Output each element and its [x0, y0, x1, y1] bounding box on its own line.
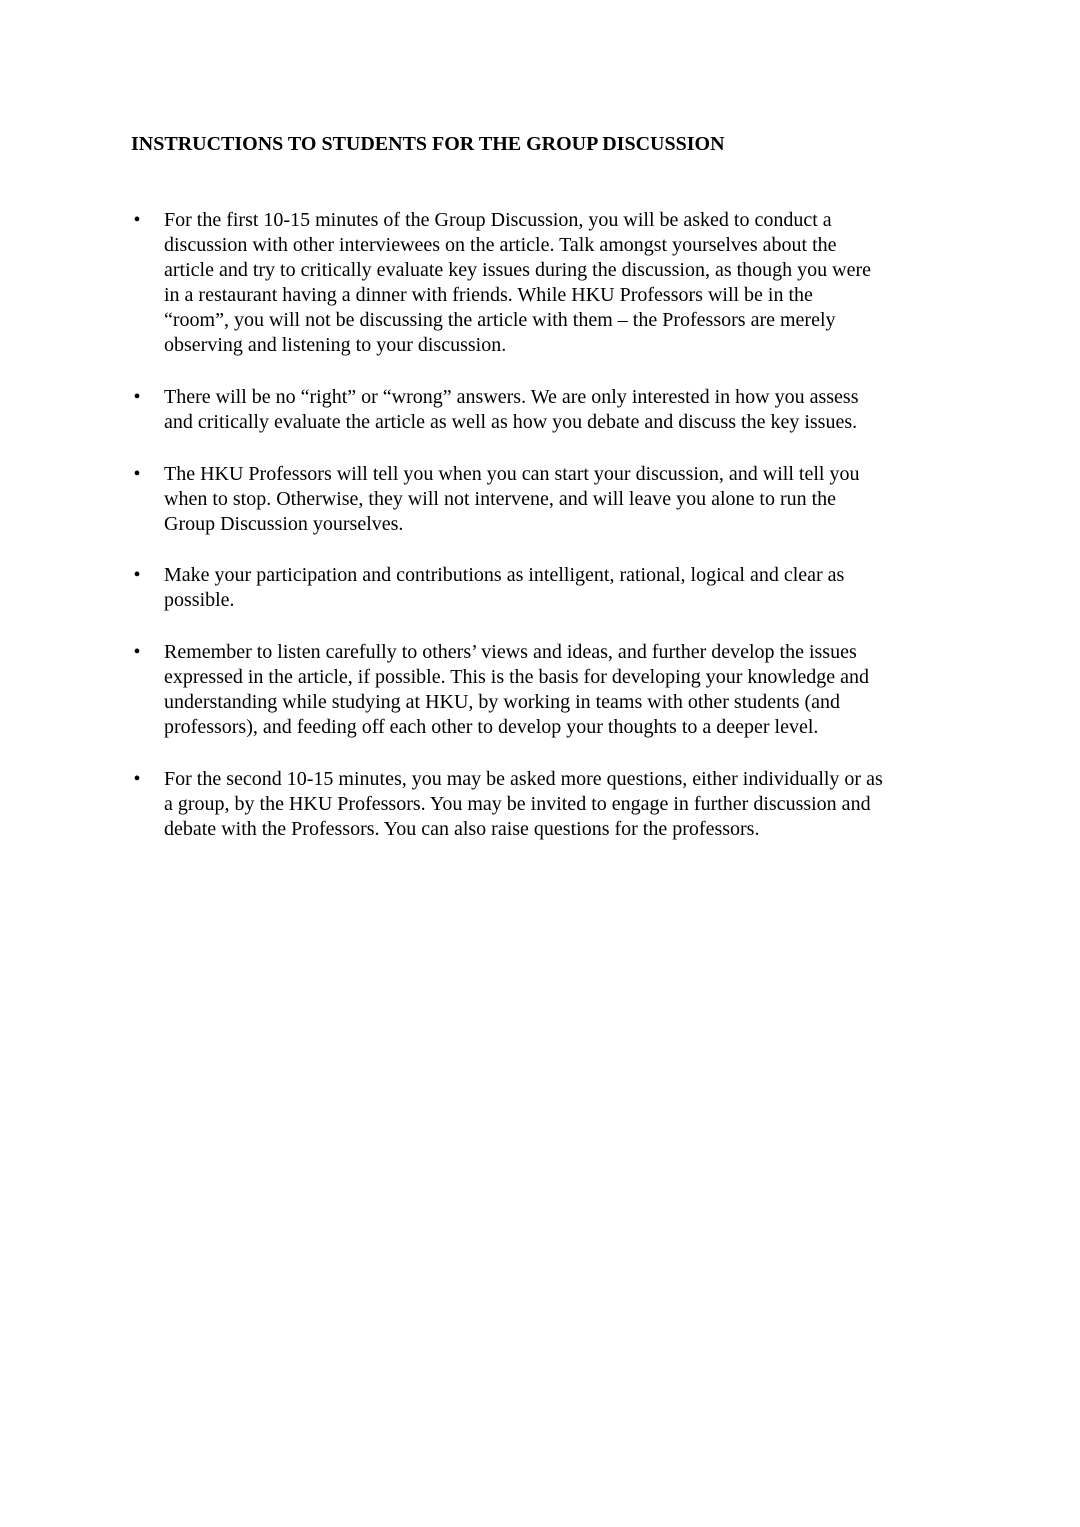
text-line: professors), and feeding off each other to develop your thoughts to a deeper level.: [164, 716, 819, 738]
text-line: possible.: [164, 589, 235, 611]
text-line: discussion with other interviewees on the article. Talk amongst yourselves about the: [164, 234, 837, 256]
bullet-icon: •: [133, 209, 141, 231]
text-line: Group Discussion yourselves.: [164, 513, 404, 535]
text-line: “room”, you will not be discussing the article with them – the Professors are merely: [164, 309, 836, 331]
text-line: Remember to listen carefully to others’ views and ideas, and further develop the issues: [164, 641, 857, 663]
instruction-text: [164, 563, 954, 613]
bullet-icon: •: [133, 463, 141, 485]
text-line: observing and listening to your discussion.: [164, 334, 507, 356]
text-line: and critically evaluate the article as well as how you debate and discuss the key issues.: [164, 411, 858, 433]
text-line: Make your participation and contributions as intelligent, rational, logical and clear as: [164, 564, 845, 586]
text-line: understanding while studying at HKU, by working in teams with other students (and: [164, 691, 841, 713]
bullet-icon: •: [133, 641, 141, 663]
instruction-text: [164, 767, 954, 842]
document-title: INSTRUCTIONS TO STUDENTS FOR THE GROUP DISCUSSION: [131, 133, 725, 155]
text-line: For the first 10-15 minutes of the Group Discussion, you will be asked to conduct a: [164, 209, 832, 231]
instruction-text: [164, 208, 954, 358]
instruction-text: [164, 462, 954, 537]
bullet-icon: •: [133, 386, 141, 408]
text-line: expressed in the article, if possible. This is the basis for developing your knowledge and: [164, 666, 870, 688]
bullet-icon: •: [133, 768, 141, 790]
bullet-icon: •: [133, 564, 141, 586]
instruction-text: [164, 385, 954, 435]
text-line: The HKU Professors will tell you when you can start your discussion, and will tell you: [164, 463, 860, 485]
instruction-text: [164, 640, 954, 740]
text-line: debate with the Professors. You can also raise questions for the professors.: [164, 818, 760, 840]
text-line: There will be no “right” or “wrong” answers. We are only interested in how you assess: [164, 386, 859, 408]
text-line: For the second 10-15 minutes, you may be asked more questions, either individually or as: [164, 768, 883, 790]
text-line: a group, by the HKU Professors. You may be invited to engage in further discussion and: [164, 793, 871, 815]
text-line: article and try to critically evaluate key issues during the discussion, as though you were: [164, 259, 872, 281]
text-line: when to stop. Otherwise, they will not intervene, and will leave you alone to run the: [164, 488, 837, 510]
text-line: in a restaurant having a dinner with friends. While HKU Professors will be in the: [164, 284, 813, 306]
